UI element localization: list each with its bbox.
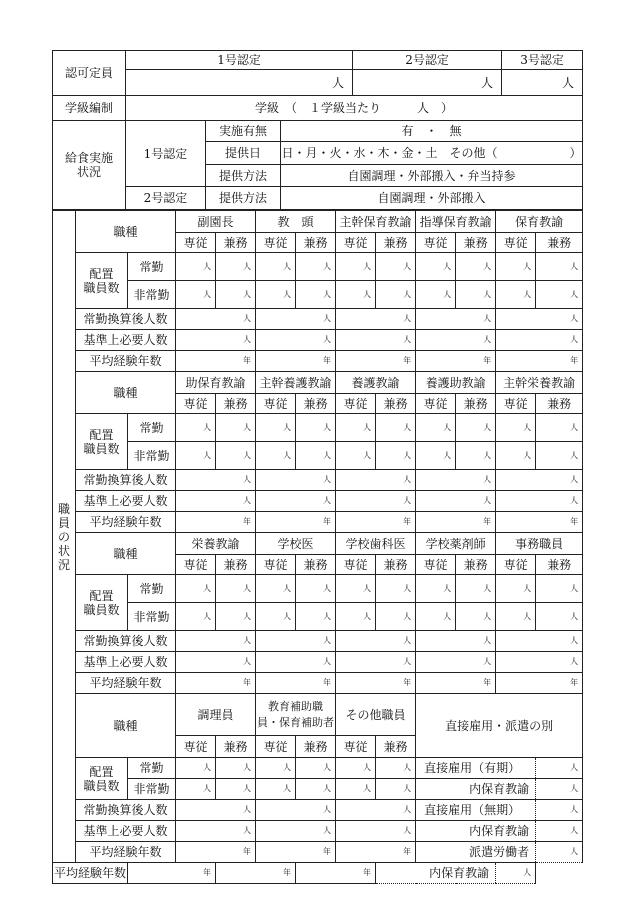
parttime-cell[interactable]: 人	[216, 442, 256, 470]
dispatch-teacher-value[interactable]: 人	[496, 863, 536, 884]
avg-exp-cell[interactable]: 年	[176, 673, 256, 694]
job-name: 主幹栄養教諭	[496, 372, 583, 394]
required-cell[interactable]: 人	[176, 491, 256, 512]
kenmu-header: 兼務	[456, 555, 496, 575]
required-cell[interactable]: 人	[336, 491, 416, 512]
parttime-cell[interactable]: 人	[416, 603, 456, 631]
avg-exp-cell[interactable]: 年	[256, 673, 336, 694]
fulltime-cell[interactable]: 人	[376, 253, 416, 281]
fte-label: 常勤換算後人数	[76, 309, 176, 330]
job-name: 養護助教諭	[416, 372, 496, 394]
kenmu-header: 兼務	[376, 394, 416, 414]
avg-exp-cell[interactable]: 年	[176, 842, 256, 863]
fte-cell[interactable]: 人	[256, 631, 336, 652]
avg-exp-label: 平均経験年数	[53, 863, 128, 884]
required-cell[interactable]: 人	[176, 652, 256, 673]
capacity-label: 認可定員	[53, 51, 126, 96]
parttime-cell[interactable]: 人	[536, 281, 583, 309]
section-char: 状	[57, 543, 70, 558]
fulltime-cell[interactable]: 人	[296, 253, 336, 281]
required-label: 基準上必要人数	[76, 491, 176, 512]
fte-cell[interactable]: 人	[416, 309, 496, 330]
fte-cell[interactable]: 人	[176, 800, 256, 821]
type1-header: 1号認定	[126, 51, 353, 70]
senju-header: 専従	[256, 233, 296, 253]
senju-header: 専従	[336, 394, 376, 414]
job-name: その他職員	[336, 694, 416, 736]
parttime-cell[interactable]: 人	[456, 281, 496, 309]
parttime-cell[interactable]: 人	[296, 281, 336, 309]
avg-exp-label: 平均経験年数	[76, 842, 176, 863]
job-header: 職種	[76, 533, 176, 575]
method1-value[interactable]: 自園調理・外部搬入・弁当持参	[281, 164, 583, 187]
job-header: 職種	[76, 211, 176, 253]
senju-header: 専従	[336, 555, 376, 575]
fulltime-cell[interactable]: 人	[216, 758, 256, 779]
fulltime-cell[interactable]: 人	[496, 575, 536, 603]
parttime-cell[interactable]: 人	[496, 281, 536, 309]
required-cell[interactable]: 人	[496, 652, 583, 673]
direct-fixed: 直接雇用（有期）	[416, 758, 536, 779]
meal-type1-label: 1号認定	[126, 120, 206, 187]
avg-exp-cell[interactable]: 年	[336, 673, 416, 694]
job-name: 指導保育教諭	[416, 211, 496, 233]
fulltime-cell[interactable]: 人	[416, 253, 456, 281]
parttime-cell[interactable]: 人	[336, 779, 376, 800]
fte-cell[interactable]: 人	[336, 800, 416, 821]
job-name: 保育教諭	[496, 211, 583, 233]
fulltime-cell[interactable]: 人	[456, 253, 496, 281]
section-char: 況	[57, 557, 70, 572]
kenmu-header: 兼務	[216, 736, 256, 758]
parttime-cell[interactable]: 人	[376, 281, 416, 309]
fulltime-cell[interactable]: 人	[336, 575, 376, 603]
placement-label: 配置 職員数	[76, 414, 128, 470]
parttime-cell[interactable]: 人	[376, 779, 416, 800]
avg-exp-2-cell[interactable]: 年	[296, 863, 376, 884]
job-name: 学校薬剤師	[416, 533, 496, 555]
senju-header: 専従	[176, 394, 216, 414]
fte-cell[interactable]: 人	[416, 631, 496, 652]
fte-cell[interactable]: 人	[416, 470, 496, 491]
type3-header: 3号認定	[502, 51, 583, 70]
fte-cell[interactable]: 人	[256, 470, 336, 491]
senju-header: 専従	[336, 736, 376, 758]
direct-unfixed-value[interactable]: 人	[536, 800, 583, 821]
parttime-cell[interactable]: 人	[376, 603, 416, 631]
parttime-cell[interactable]: 人	[176, 603, 216, 631]
senju-header: 専従	[256, 736, 296, 758]
parttime-cell[interactable]: 人	[456, 442, 496, 470]
kenmu-header: 兼務	[376, 233, 416, 253]
dispatch: 派遣労働者	[416, 842, 536, 863]
job-header: 職種	[76, 694, 176, 758]
fulltime-cell[interactable]: 人	[216, 253, 256, 281]
parttime-cell[interactable]: 人	[256, 603, 296, 631]
avg-exp-cell[interactable]: 年	[496, 673, 583, 694]
parttime-cell[interactable]: 人	[296, 779, 336, 800]
job-name: 栄養教諭	[176, 533, 256, 555]
fte-cell[interactable]: 人	[256, 309, 336, 330]
parttime-cell[interactable]: 人	[256, 281, 296, 309]
direct-fixed-value[interactable]: 人	[536, 758, 583, 779]
avg-exp-label: 平均経験年数	[76, 673, 176, 694]
fulltime-cell[interactable]: 人	[456, 414, 496, 442]
fte-cell[interactable]: 人	[176, 631, 256, 652]
required-cell[interactable]: 人	[176, 330, 256, 351]
job-header: 職種	[76, 372, 176, 414]
job-name: 副園長	[176, 211, 256, 233]
avg-exp-2-cell[interactable]: 年	[128, 863, 216, 884]
kenmu-header: 兼務	[536, 555, 583, 575]
days-label: 提供日	[206, 142, 281, 165]
type1-capacity[interactable]: 人	[126, 70, 353, 96]
senju-header: 専従	[496, 394, 536, 414]
parttime-cell[interactable]: 人	[256, 442, 296, 470]
senju-header: 専従	[176, 555, 216, 575]
fte-cell[interactable]: 人	[336, 470, 416, 491]
fte-label: 常勤換算後人数	[76, 631, 176, 652]
fulltime-cell[interactable]: 人	[296, 414, 336, 442]
parttime-cell[interactable]: 人	[256, 779, 296, 800]
required-cell[interactable]: 人	[256, 330, 336, 351]
required-cell[interactable]: 人	[336, 330, 416, 351]
job-name: 養護教諭	[336, 372, 416, 394]
fulltime-cell[interactable]: 人	[176, 758, 216, 779]
fulltime-cell[interactable]: 人	[336, 414, 376, 442]
parttime-cell[interactable]: 人	[216, 281, 256, 309]
avg-exp-cell[interactable]: 年	[336, 512, 416, 533]
required-cell[interactable]: 人	[416, 330, 496, 351]
required-cell[interactable]: 人	[496, 491, 583, 512]
senju-header: 専従	[496, 555, 536, 575]
required-cell[interactable]: 人	[416, 652, 496, 673]
fulltime-cell[interactable]: 人	[296, 575, 336, 603]
fulltime-cell[interactable]: 人	[416, 575, 456, 603]
parttime-cell[interactable]: 人	[336, 442, 376, 470]
dispatch-value[interactable]: 人	[536, 842, 583, 863]
parttime-label: 非常勤	[128, 281, 176, 309]
direct-header: 直接雇用・派遣の別	[416, 694, 583, 758]
avg-exp-2-cell[interactable]: 年	[216, 863, 296, 884]
avg-exp-cell[interactable]: 年	[176, 351, 256, 372]
senju-header: 専従	[416, 394, 456, 414]
parttime-cell[interactable]: 人	[416, 281, 456, 309]
section-char: 職	[57, 501, 70, 516]
staff-status-table	[52, 210, 583, 884]
senju-header: 専従	[416, 233, 456, 253]
fulltime-cell[interactable]: 人	[176, 575, 216, 603]
fte-label: 常勤換算後人数	[76, 800, 176, 821]
parttime-cell[interactable]: 人	[416, 442, 456, 470]
kenmu-header: 兼務	[296, 555, 336, 575]
method2-value[interactable]: 自園調理・外部搬入	[281, 187, 583, 210]
meal-label: 給食実施 状況	[53, 120, 126, 209]
avg-exp-cell[interactable]: 年	[496, 512, 583, 533]
parttime-label: 非常勤	[128, 603, 176, 631]
required-cell[interactable]: 人	[496, 330, 583, 351]
days-value[interactable]: 日・月・火・水・木・金・土 その他（ ）	[281, 142, 583, 165]
parttime-cell[interactable]: 人	[536, 442, 583, 470]
job-name: 学校歯科医	[336, 533, 416, 555]
parttime-cell[interactable]: 人	[336, 603, 376, 631]
fulltime-cell[interactable]: 人	[256, 253, 296, 281]
fulltime-cell[interactable]: 人	[536, 253, 583, 281]
parttime-cell[interactable]: 人	[176, 442, 216, 470]
fulltime-cell[interactable]: 人	[296, 758, 336, 779]
kenmu-header: 兼務	[376, 736, 416, 758]
fulltime-cell[interactable]: 人	[336, 758, 376, 779]
fte-cell[interactable]: 人	[496, 631, 583, 652]
impl-label: 実施有無	[206, 120, 281, 142]
kenmu-header: 兼務	[296, 233, 336, 253]
avg-exp-label: 平均経験年数	[76, 512, 176, 533]
class-label: 学級編制	[53, 96, 126, 121]
direct-unfixed-teacher-value[interactable]: 人	[536, 821, 583, 842]
fulltime-cell[interactable]: 人	[216, 575, 256, 603]
kenmu-header: 兼務	[216, 233, 256, 253]
avg-exp-cell[interactable]: 年	[416, 512, 496, 533]
fte-cell[interactable]: 人	[176, 309, 256, 330]
fulltime-cell[interactable]: 人	[376, 575, 416, 603]
method1-label: 提供方法	[206, 164, 281, 187]
fulltime-label: 常勤	[128, 575, 176, 603]
impl-value[interactable]: 有 ・ 無	[281, 120, 583, 142]
senju-header: 専従	[416, 555, 456, 575]
fte-label: 常勤換算後人数	[76, 470, 176, 491]
required-label: 基準上必要人数	[76, 821, 176, 842]
class-value[interactable]: 学級 （ １学級当たり 人 ）	[126, 96, 583, 121]
parttime-cell[interactable]: 人	[536, 603, 583, 631]
required-cell[interactable]: 人	[416, 491, 496, 512]
fulltime-cell[interactable]: 人	[496, 253, 536, 281]
fulltime-cell[interactable]: 人	[176, 414, 216, 442]
type2-header: 2号認定	[353, 51, 502, 70]
fte-cell[interactable]: 人	[176, 470, 256, 491]
parttime-cell[interactable]: 人	[496, 603, 536, 631]
kenmu-header: 兼務	[536, 394, 583, 414]
job-name: 教育補助職 員・保育補助者	[256, 694, 336, 736]
fulltime-cell[interactable]: 人	[256, 414, 296, 442]
job-name: 調理員	[176, 694, 256, 736]
fulltime-label: 常勤	[128, 253, 176, 281]
kenmu-header: 兼務	[536, 233, 583, 253]
meal-type2-label: 2号認定	[126, 187, 206, 210]
section-char: 員	[57, 515, 70, 530]
parttime-cell[interactable]: 人	[336, 281, 376, 309]
parttime-cell[interactable]: 人	[216, 779, 256, 800]
avg-exp-label: 平均経験年数	[76, 351, 176, 372]
capacity-meal-table	[52, 50, 583, 210]
fulltime-cell[interactable]: 人	[536, 575, 583, 603]
placement-label: 配置 職員数	[76, 575, 128, 631]
direct-unfixed-teacher: 内保育教諭	[416, 821, 536, 842]
fulltime-cell[interactable]: 人	[336, 253, 376, 281]
parttime-label: 非常勤	[128, 442, 176, 470]
fulltime-cell[interactable]: 人	[216, 414, 256, 442]
kenmu-header: 兼務	[456, 233, 496, 253]
fulltime-cell[interactable]: 人	[416, 414, 456, 442]
avg-exp-cell[interactable]: 年	[176, 512, 256, 533]
parttime-cell[interactable]: 人	[216, 603, 256, 631]
senju-header: 専従	[256, 555, 296, 575]
avg-exp-cell[interactable]: 年	[256, 512, 336, 533]
senju-header: 専従	[496, 233, 536, 253]
fte-cell[interactable]: 人	[496, 309, 583, 330]
required-cell[interactable]: 人	[256, 821, 336, 842]
job-name: 事務職員	[496, 533, 583, 555]
job-name: 学校医	[256, 533, 336, 555]
parttime-cell[interactable]: 人	[296, 603, 336, 631]
fulltime-cell[interactable]: 人	[496, 414, 536, 442]
kenmu-header: 兼務	[296, 394, 336, 414]
fulltime-cell[interactable]: 人	[536, 414, 583, 442]
kenmu-header: 兼務	[296, 736, 336, 758]
fte-cell[interactable]: 人	[256, 800, 336, 821]
avg-exp-cell[interactable]: 年	[496, 351, 583, 372]
placement-label: 配置 職員数	[76, 758, 128, 800]
fulltime-cell[interactable]: 人	[176, 253, 216, 281]
parttime-label: 非常勤	[128, 779, 176, 800]
fulltime-cell[interactable]: 人	[376, 414, 416, 442]
direct-fixed-teacher: 内保育教諭	[416, 779, 536, 800]
fulltime-label: 常勤	[128, 758, 176, 779]
parttime-cell[interactable]: 人	[176, 779, 216, 800]
staff-status-label	[53, 211, 76, 863]
required-cell[interactable]: 人	[336, 652, 416, 673]
job-name: 主幹養護教諭	[256, 372, 336, 394]
required-cell[interactable]: 人	[256, 652, 336, 673]
avg-exp-cell[interactable]: 年	[416, 673, 496, 694]
avg-exp-cell[interactable]: 年	[256, 351, 336, 372]
fulltime-label: 常勤	[128, 414, 176, 442]
kenmu-header: 兼務	[216, 394, 256, 414]
fte-cell[interactable]: 人	[496, 470, 583, 491]
fulltime-cell[interactable]: 人	[256, 758, 296, 779]
kenmu-header: 兼務	[456, 394, 496, 414]
avg-exp-cell[interactable]: 年	[336, 842, 416, 863]
parttime-cell[interactable]: 人	[296, 442, 336, 470]
parttime-cell[interactable]: 人	[456, 603, 496, 631]
fulltime-cell[interactable]: 人	[256, 575, 296, 603]
required-cell[interactable]: 人	[176, 821, 256, 842]
job-name: 助保育教諭	[176, 372, 256, 394]
required-cell[interactable]: 人	[336, 821, 416, 842]
fte-cell[interactable]: 人	[336, 309, 416, 330]
type2-capacity[interactable]: 人	[353, 70, 502, 96]
placement-label: 配置 職員数	[76, 253, 128, 309]
direct-unfixed: 直接雇用（無期）	[416, 800, 536, 821]
method2-label: 提供方法	[206, 187, 281, 210]
senju-header: 専従	[176, 736, 216, 758]
type3-capacity[interactable]: 人	[502, 70, 583, 96]
direct-fixed-teacher-value[interactable]: 人	[536, 779, 583, 800]
kenmu-header: 兼務	[376, 555, 416, 575]
required-label: 基準上必要人数	[76, 330, 176, 351]
required-cell[interactable]: 人	[256, 491, 336, 512]
section-char: の	[57, 529, 70, 544]
senju-header: 専従	[336, 233, 376, 253]
avg-exp-cell[interactable]: 年	[416, 351, 496, 372]
parttime-cell[interactable]: 人	[176, 281, 216, 309]
fulltime-cell[interactable]: 人	[376, 758, 416, 779]
avg-exp-cell[interactable]: 年	[336, 351, 416, 372]
fte-cell[interactable]: 人	[336, 631, 416, 652]
kenmu-header: 兼務	[216, 555, 256, 575]
job-name: 主幹保育教諭	[336, 211, 416, 233]
parttime-cell[interactable]: 人	[496, 442, 536, 470]
avg-exp-cell[interactable]: 年	[256, 842, 336, 863]
job-name: 教 頭	[256, 211, 336, 233]
fulltime-cell[interactable]: 人	[456, 575, 496, 603]
dispatch-teacher: 内保育教諭	[376, 863, 496, 884]
required-label: 基準上必要人数	[76, 652, 176, 673]
senju-header: 専従	[256, 394, 296, 414]
parttime-cell[interactable]: 人	[376, 442, 416, 470]
senju-header: 専従	[176, 233, 216, 253]
